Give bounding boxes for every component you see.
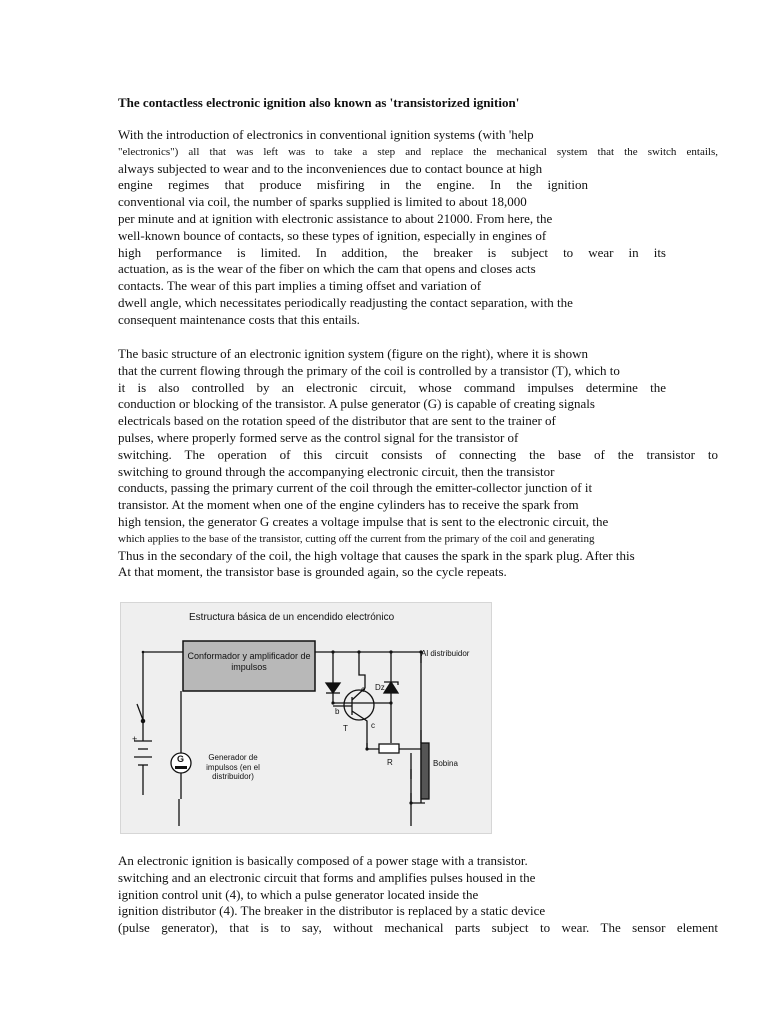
emitter-label: e (361, 685, 366, 694)
text-line: engine regimes that produce misfiring in the engine. In the ignition (118, 177, 588, 193)
figure-title: Estructura básica de un encendido electrónico (189, 612, 395, 623)
text-line: electricals based on the rotation speed of the distributor that are sent to the trainer of (118, 413, 556, 429)
text-line: With the introduction of electronics in conventional ignition systems (with 'help (118, 127, 534, 142)
text-line: switching and an electronic circuit that forms and amplifies pulses housed in the (118, 869, 536, 885)
text-line: per minute and at ignition with electronic assistance to about 21000. From here, the (118, 210, 553, 226)
text-line: contacts. The wear of this part implies a timing offset and variation of (118, 278, 482, 294)
text-line: The basic structure of an electronic ignition system (figure on the right), where it is shown (118, 346, 589, 361)
text-line: conventional via coil, the number of sparks supplied is limited to about 18,000 (118, 194, 527, 210)
collector-label: c (371, 721, 375, 730)
text-line: well-known bounce of contacts, so these types of ignition, especially in engines of (118, 227, 547, 243)
text-line: consequent maintenance costs that this entails. (118, 311, 360, 327)
text-line: that the current flowing through the primary of the coil is controlled by a transistor (T), which to (118, 362, 620, 378)
text-line: An electronic ignition is basically composed of a power stage with a transistor. (118, 853, 528, 868)
paragraph-1 (118, 127, 718, 329)
text-line: dwell angle, which necessitates periodically readjusting the contact separation, with the (118, 294, 573, 310)
to-distributor-label: Al distribuidor (421, 649, 470, 658)
circuit-figure (120, 602, 492, 834)
text-line: switching. The operation of this circuit consists of connecting the base of the transistor to (118, 446, 718, 462)
text-line: actuation, as is the wear of the fiber on which the cam that opens and closes acts (118, 261, 536, 277)
base-label: b (335, 707, 340, 716)
text-line: pulses, where properly formed serve as the control signal for the transistor of (118, 429, 519, 445)
ignition-circuit-diagram (121, 603, 491, 833)
text-line: it is also controlled by an electronic circuit, whose command impulses determine the (118, 379, 666, 395)
text-line: high performance is limited. In addition, the breaker is subject to wear in its (118, 244, 666, 260)
text-line: "electronics") all that was left was to take a step and replace the mechanical system that the switch entails, (118, 145, 718, 158)
text-line: ignition distributor (4). The breaker in the distributor is replaced by a static device (118, 903, 546, 919)
text-line: Thus in the secondary of the coil, the high voltage that causes the spark in the spark plug. After this (118, 547, 635, 563)
document-title: The contactless electronic ignition also known as 'transistorized ignition' (118, 95, 520, 110)
coil-label: Bobina (433, 759, 458, 768)
text-line: always subjected to wear and to the inconveniences due to contact bounce at high (118, 160, 543, 176)
paragraph-2 (118, 346, 718, 581)
pulse-shaper-label: Conformador y amplificador de impulsos (187, 651, 311, 672)
generator-label: Generador de impulsos (en el distribuidor) (206, 753, 260, 781)
text-line: ignition control unit (4), to which a pulse generator located inside the (118, 886, 479, 902)
zener-label: Dz (375, 683, 385, 692)
text-line: which applies to the base of the transistor, cutting off the current from the primary of the coil and generating (118, 532, 595, 545)
text-line: (pulse generator), that is to say, without mechanical parts subject to wear. The sensor element (118, 920, 718, 936)
text-line: conduction or blocking of the transistor. A pulse generator (G) is capable of creating signals (118, 396, 595, 412)
paragraph-3 (118, 853, 718, 937)
text-line: high tension, the generator G creates a voltage impulse that is sent to the electronic circuit, the (118, 513, 609, 529)
resistor-label: R (387, 758, 393, 767)
generator-symbol: G (177, 754, 185, 764)
text-line: switching to ground through the accompanying electronic circuit, then the transistor (118, 463, 555, 479)
plus-sign: + (132, 734, 138, 744)
transistor-label: T (343, 724, 348, 733)
text-line: transistor. At the moment when one of the engine cylinders has to receive the spark from (118, 497, 579, 513)
text-line: conducts, passing the primary current of the coil through the emitter-collector junction of it (118, 480, 593, 496)
text-line: At that moment, the transistor base is grounded again, so the cycle repeats. (118, 564, 507, 580)
